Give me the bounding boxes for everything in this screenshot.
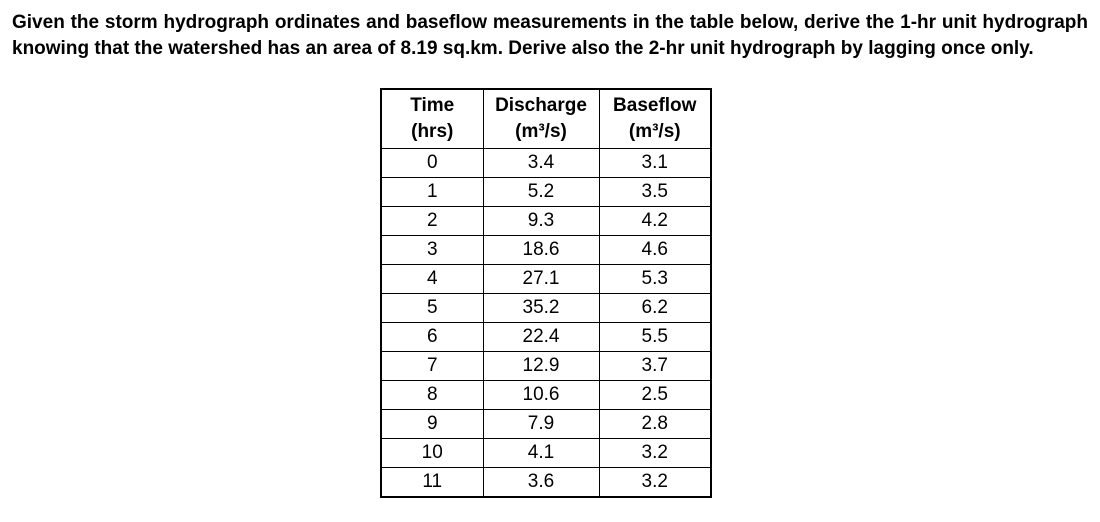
- time-cell: 1: [381, 178, 483, 207]
- table-row: [381, 149, 711, 178]
- table-row: [381, 265, 711, 294]
- header-time-unit: (hrs): [411, 121, 454, 142]
- header-time-name: Time: [410, 95, 455, 116]
- baseflow-cell: 2.8: [599, 410, 711, 439]
- discharge-cell: 9.3: [483, 207, 599, 236]
- table-row: [381, 468, 711, 498]
- table-row: [381, 294, 711, 323]
- time-cell: 10: [381, 439, 483, 468]
- baseflow-cell: 3.2: [599, 468, 711, 498]
- time-cell: 11: [381, 468, 483, 498]
- table-row: [381, 410, 711, 439]
- time-cell: 7: [381, 352, 483, 381]
- discharge-cell: 12.9: [483, 352, 599, 381]
- discharge-cell: 35.2: [483, 294, 599, 323]
- header-baseflow-unit: (m³/s): [628, 121, 681, 142]
- time-cell: 5: [381, 294, 483, 323]
- data-table-container: [380, 88, 712, 498]
- time-cell: 4: [381, 265, 483, 294]
- discharge-cell: 5.2: [483, 178, 599, 207]
- discharge-cell: 3.4: [483, 149, 599, 178]
- discharge-cell: 27.1: [483, 265, 599, 294]
- time-cell: 0: [381, 149, 483, 178]
- header-time: [381, 89, 483, 149]
- time-cell: 6: [381, 323, 483, 352]
- table-row: [381, 439, 711, 468]
- table-row: [381, 352, 711, 381]
- discharge-cell: 3.6: [483, 468, 599, 498]
- header-baseflow-name: Baseflow: [613, 95, 697, 116]
- discharge-cell: 7.9: [483, 410, 599, 439]
- baseflow-cell: 3.5: [599, 178, 711, 207]
- baseflow-cell: 3.1: [599, 149, 711, 178]
- time-cell: 8: [381, 381, 483, 410]
- time-cell: 9: [381, 410, 483, 439]
- baseflow-cell: 2.5: [599, 381, 711, 410]
- table-row: [381, 207, 711, 236]
- hydrograph-table: [380, 88, 712, 498]
- table-row: [381, 323, 711, 352]
- table-row: [381, 236, 711, 265]
- baseflow-cell: 6.2: [599, 294, 711, 323]
- discharge-cell: 4.1: [483, 439, 599, 468]
- baseflow-cell: 3.7: [599, 352, 711, 381]
- table-header-row: [381, 89, 711, 149]
- header-baseflow: [599, 89, 711, 149]
- table-body: [381, 149, 711, 498]
- table-row: [381, 178, 711, 207]
- time-cell: 3: [381, 236, 483, 265]
- header-discharge-unit: (m³/s): [515, 121, 567, 142]
- problem-statement: Given the storm hydrograph ordinates and baseflow measurements in the table below, derive the 1-hr unit hydrograph knowing that the watershed has an area of 8.19 sq.km. Derive also the 2-hr unit hydrograph by lagging once only.: [12, 12, 1088, 59]
- table-row: [381, 381, 711, 410]
- baseflow-cell: 5.5: [599, 323, 711, 352]
- header-discharge-name: Discharge: [495, 95, 587, 116]
- time-cell: 2: [381, 207, 483, 236]
- baseflow-cell: 4.6: [599, 236, 711, 265]
- baseflow-cell: 3.2: [599, 439, 711, 468]
- baseflow-cell: 5.3: [599, 265, 711, 294]
- header-discharge: [483, 89, 599, 149]
- discharge-cell: 22.4: [483, 323, 599, 352]
- discharge-cell: 10.6: [483, 381, 599, 410]
- discharge-cell: 18.6: [483, 236, 599, 265]
- baseflow-cell: 4.2: [599, 207, 711, 236]
